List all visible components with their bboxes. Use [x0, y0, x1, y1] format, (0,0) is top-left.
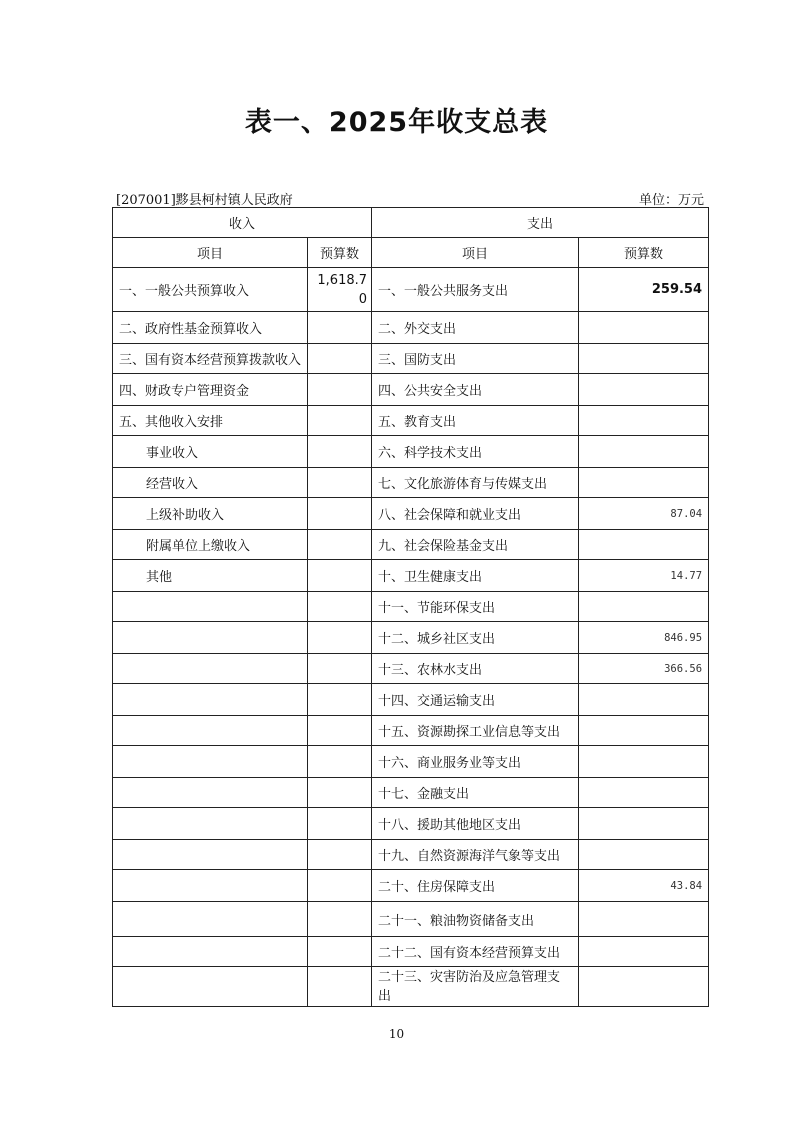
- table-row: [113, 374, 709, 406]
- income-amount: [308, 312, 372, 344]
- income-amount: [308, 840, 372, 870]
- expenditure-amount: 846.95: [579, 622, 709, 654]
- expenditure-item: 二十二、国有资本经营预算支出: [372, 937, 579, 967]
- expenditure-item: 十三、农林水支出: [372, 654, 579, 684]
- income-item: [113, 684, 308, 716]
- expenditure-item: 四、公共安全支出: [372, 374, 579, 406]
- income-amount: [308, 622, 372, 654]
- section-header-row: [113, 208, 709, 238]
- table-row: [113, 406, 709, 436]
- page-title: 表一、2025年收支总表: [244, 107, 549, 138]
- income-amount: [308, 530, 372, 560]
- expenditure-item: 一、一般公共服务支出: [372, 268, 579, 312]
- table-row: [113, 716, 709, 746]
- income-item: [113, 654, 308, 684]
- expenditure-amount: 14.77: [579, 560, 709, 592]
- expenditure-amount: [579, 808, 709, 840]
- income-amount: [308, 374, 372, 406]
- expenditure-amount: 87.04: [579, 498, 709, 530]
- income-item: 事业收入: [113, 436, 308, 468]
- expenditure-amount: [579, 840, 709, 870]
- expenditure-item: 十一、节能环保支出: [372, 592, 579, 622]
- expenditure-item: 十九、自然资源海洋气象等支出: [372, 840, 579, 870]
- income-amount: [308, 406, 372, 436]
- income-item: 一、一般公共预算收入: [113, 268, 308, 312]
- income-item: 四、财政专户管理资金: [113, 374, 308, 406]
- table-row: [113, 592, 709, 622]
- income-item: 上级补助收入: [113, 498, 308, 530]
- expenditure-amount: [579, 436, 709, 468]
- expenditure-amount: [579, 684, 709, 716]
- income-amount: [308, 746, 372, 778]
- income-amount: [308, 344, 372, 374]
- table-row: [113, 312, 709, 344]
- expenditure-budget-header: 预算数: [579, 238, 709, 268]
- table-row: [113, 436, 709, 468]
- table-row: [113, 937, 709, 967]
- expenditure-item: 十四、交通运输支出: [372, 684, 579, 716]
- expenditure-item: 十七、金融支出: [372, 778, 579, 808]
- expenditure-item: 十、卫生健康支出: [372, 560, 579, 592]
- expenditure-item-header: 项目: [372, 238, 579, 268]
- income-item: 二、政府性基金预算收入: [113, 312, 308, 344]
- table-row: [113, 967, 709, 1007]
- table-row: [113, 622, 709, 654]
- income-item: 附属单位上缴收入: [113, 530, 308, 560]
- expenditure-header: 支出: [372, 208, 709, 238]
- income-amount: 1,618.70: [308, 268, 372, 312]
- income-item: 三、国有资本经营预算拨款收入: [113, 344, 308, 374]
- income-item: 经营收入: [113, 468, 308, 498]
- expenditure-amount: [579, 374, 709, 406]
- expenditure-amount: [579, 344, 709, 374]
- unit-label: 单位：万元: [638, 193, 704, 208]
- income-amount: [308, 967, 372, 1007]
- expenditure-item: 六、科学技术支出: [372, 436, 579, 468]
- expenditure-item: 七、文化旅游体育与传媒支出: [372, 468, 579, 498]
- unit-code: [207001]黟县柯村镇人民政府: [116, 193, 293, 208]
- table-row: [113, 684, 709, 716]
- income-header: 收入: [113, 208, 372, 238]
- table-row: [113, 468, 709, 498]
- income-amount: [308, 684, 372, 716]
- table-row: [113, 560, 709, 592]
- expenditure-amount: [579, 778, 709, 808]
- page-number: 10: [388, 1027, 405, 1041]
- income-amount: [308, 560, 372, 592]
- income-item: [113, 840, 308, 870]
- income-item: [113, 808, 308, 840]
- income-amount: [308, 902, 372, 937]
- income-item: [113, 778, 308, 808]
- income-item: [113, 746, 308, 778]
- expenditure-item: 十五、资源勘探工业信息等支出: [372, 716, 579, 746]
- expenditure-item: 十八、援助其他地区支出: [372, 808, 579, 840]
- income-item: 五、其他收入安排: [113, 406, 308, 436]
- table-row: [113, 498, 709, 530]
- table-row: [113, 746, 709, 778]
- table-row: [113, 902, 709, 937]
- expenditure-item: 十二、城乡社区支出: [372, 622, 579, 654]
- income-item: [113, 592, 308, 622]
- expenditure-amount: [579, 312, 709, 344]
- expenditure-amount: [579, 716, 709, 746]
- expenditure-amount: [579, 902, 709, 937]
- expenditure-item: 二十一、粮油物资储备支出: [372, 902, 579, 937]
- expenditure-amount: 259.54: [579, 268, 709, 312]
- income-item-header: 项目: [113, 238, 308, 268]
- income-amount: [308, 436, 372, 468]
- table-row: [113, 870, 709, 902]
- expenditure-item: 三、国防支出: [372, 344, 579, 374]
- income-budget-header: 预算数: [308, 238, 372, 268]
- table-row: [113, 268, 709, 312]
- table-row: [113, 808, 709, 840]
- income-amount: [308, 778, 372, 808]
- income-item: 其他: [113, 560, 308, 592]
- income-amount: [308, 498, 372, 530]
- expenditure-amount: [579, 530, 709, 560]
- income-amount: [308, 716, 372, 746]
- expenditure-amount: [579, 468, 709, 498]
- income-amount: [308, 468, 372, 498]
- income-item: [113, 870, 308, 902]
- income-item: [113, 622, 308, 654]
- expenditure-item: 五、教育支出: [372, 406, 579, 436]
- table-row: [113, 840, 709, 870]
- table-row: [113, 530, 709, 560]
- expenditure-amount: 366.56: [579, 654, 709, 684]
- income-item: [113, 902, 308, 937]
- income-item: [113, 937, 308, 967]
- expenditure-amount: [579, 406, 709, 436]
- expenditure-amount: 43.84: [579, 870, 709, 902]
- expenditure-item: 二十三、灾害防治及应急管理支出: [372, 967, 579, 1007]
- expenditure-item: 八、社会保障和就业支出: [372, 498, 579, 530]
- income-amount: [308, 654, 372, 684]
- column-header-row: [113, 238, 709, 268]
- expenditure-amount: [579, 592, 709, 622]
- income-item: [113, 716, 308, 746]
- expenditure-item: 九、社会保险基金支出: [372, 530, 579, 560]
- expenditure-amount: [579, 746, 709, 778]
- expenditure-item: 十六、商业服务业等支出: [372, 746, 579, 778]
- income-item: [113, 967, 308, 1007]
- income-amount: [308, 937, 372, 967]
- income-amount: [308, 592, 372, 622]
- table-row: [113, 344, 709, 374]
- expenditure-amount: [579, 967, 709, 1007]
- income-amount: [308, 808, 372, 840]
- expenditure-item: 二、外交支出: [372, 312, 579, 344]
- expenditure-item: 二十、住房保障支出: [372, 870, 579, 902]
- table-row: [113, 778, 709, 808]
- income-amount: [308, 870, 372, 902]
- table-row: [113, 654, 709, 684]
- expenditure-amount: [579, 937, 709, 967]
- budget-summary-table: [112, 207, 709, 1007]
